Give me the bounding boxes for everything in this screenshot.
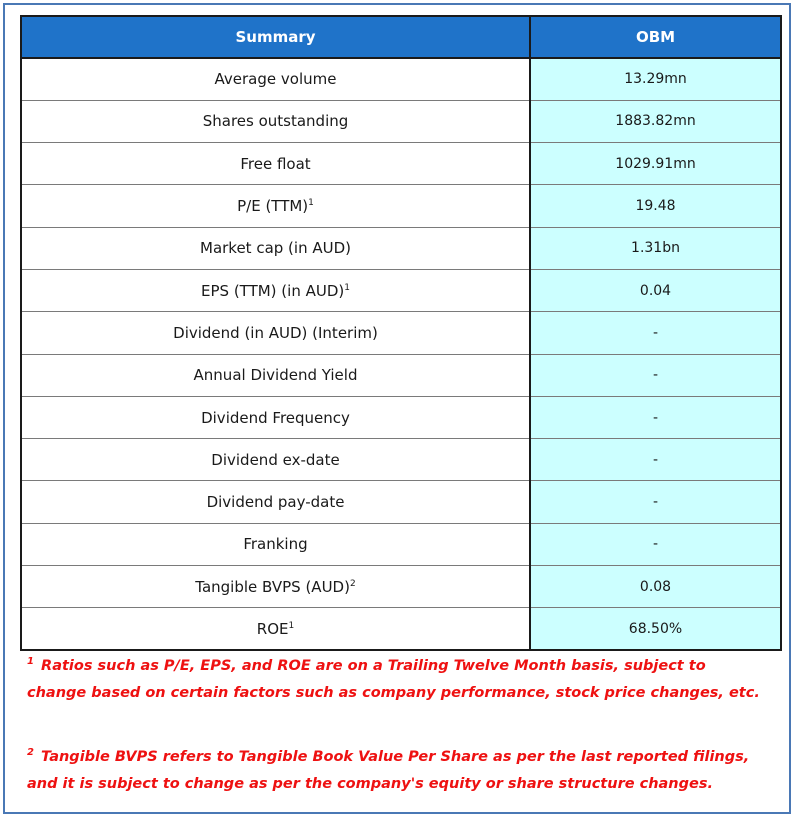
footnote-1-text1: Ratios such as P/E, EPS, and ROE are on a Trailing Twelve Month basis, subject to	[41, 658, 706, 674]
footnote-2-line1	[27, 744, 787, 771]
row-label-text: P/E (TTM)	[237, 197, 309, 216]
table-row	[21, 354, 781, 396]
row-label-text: Franking	[243, 535, 308, 554]
footnote-1-marker: 1	[27, 656, 34, 668]
row-label-text: Average volume	[214, 70, 337, 89]
table-row	[21, 523, 781, 565]
table-row	[21, 143, 781, 185]
row-label	[21, 439, 530, 481]
header-summary: Summary	[21, 16, 530, 58]
table-body	[21, 58, 781, 650]
row-value: 1029.91mn	[530, 143, 781, 185]
row-label	[21, 185, 530, 227]
row-value: 0.04	[530, 269, 781, 311]
footnote-2-text1: Tangible BVPS refers to Tangible Book Value Per Share as per the last reported filings,	[41, 749, 750, 765]
row-label	[21, 608, 530, 650]
footnote-2	[27, 744, 787, 798]
row-value: -	[530, 439, 781, 481]
table-row	[21, 312, 781, 354]
footnote-2-text2: and it is subject to change as per the company's equity or share structure changes.	[27, 776, 713, 792]
table-row	[21, 566, 781, 608]
table-row	[21, 396, 781, 438]
footnote-marker: 1	[344, 282, 350, 293]
footnote-1-text2: change based on certain factors such as company performance, stock price changes, etc.	[27, 685, 760, 701]
row-label	[21, 143, 530, 185]
table-row	[21, 439, 781, 481]
row-label	[21, 312, 530, 354]
footnote-1-line1	[27, 653, 787, 680]
footnote-marker: 2	[349, 578, 356, 589]
row-value: 19.48	[530, 185, 781, 227]
table-row	[21, 269, 781, 311]
row-label-text: Dividend (in AUD) (Interim)	[173, 323, 378, 342]
row-label-text: Dividend pay-date	[206, 493, 345, 512]
row-value: -	[530, 396, 781, 438]
row-label	[21, 481, 530, 523]
row-label-text: EPS (TTM) (in AUD)	[201, 281, 345, 300]
footnote-1	[27, 653, 787, 707]
row-label-text: ROE	[256, 619, 289, 638]
footnote-1-line2	[27, 680, 787, 707]
row-label-text: Shares outstanding	[202, 112, 349, 131]
row-value: 1883.82mn	[530, 100, 781, 142]
row-label-text: Annual Dividend Yield	[193, 366, 358, 385]
row-label-text: Market cap (in AUD)	[200, 239, 351, 258]
footnote-marker: 1	[288, 620, 295, 631]
row-value: -	[530, 354, 781, 396]
summary-frame	[3, 3, 791, 814]
row-label	[21, 100, 530, 142]
table-row	[21, 608, 781, 650]
row-value: 1.31bn	[530, 227, 781, 269]
table-row	[21, 481, 781, 523]
row-value: -	[530, 312, 781, 354]
footnote-2-marker: 2	[27, 747, 34, 759]
row-label	[21, 354, 530, 396]
footnote-2-line2	[27, 771, 787, 798]
row-label	[21, 566, 530, 608]
row-label-text: Tangible BVPS (AUD)	[195, 577, 350, 596]
row-value: 13.29mn	[530, 58, 781, 100]
summary-table	[20, 15, 782, 651]
row-label	[21, 227, 530, 269]
row-value: -	[530, 523, 781, 565]
table-row	[21, 100, 781, 142]
table-header-row	[21, 16, 781, 58]
row-value: 68.50%	[530, 608, 781, 650]
header-ticker: OBM	[530, 16, 781, 58]
row-label	[21, 396, 530, 438]
table-row	[21, 58, 781, 100]
row-label	[21, 269, 530, 311]
row-value: 0.08	[530, 566, 781, 608]
row-label	[21, 523, 530, 565]
table-row	[21, 185, 781, 227]
row-label	[21, 58, 530, 100]
row-label-text: Dividend ex-date	[211, 450, 340, 469]
table-row	[21, 227, 781, 269]
row-label-text: Free float	[240, 154, 311, 173]
row-label-text: Dividend Frequency	[201, 408, 350, 427]
footnote-marker: 1	[308, 198, 314, 209]
row-value: -	[530, 481, 781, 523]
